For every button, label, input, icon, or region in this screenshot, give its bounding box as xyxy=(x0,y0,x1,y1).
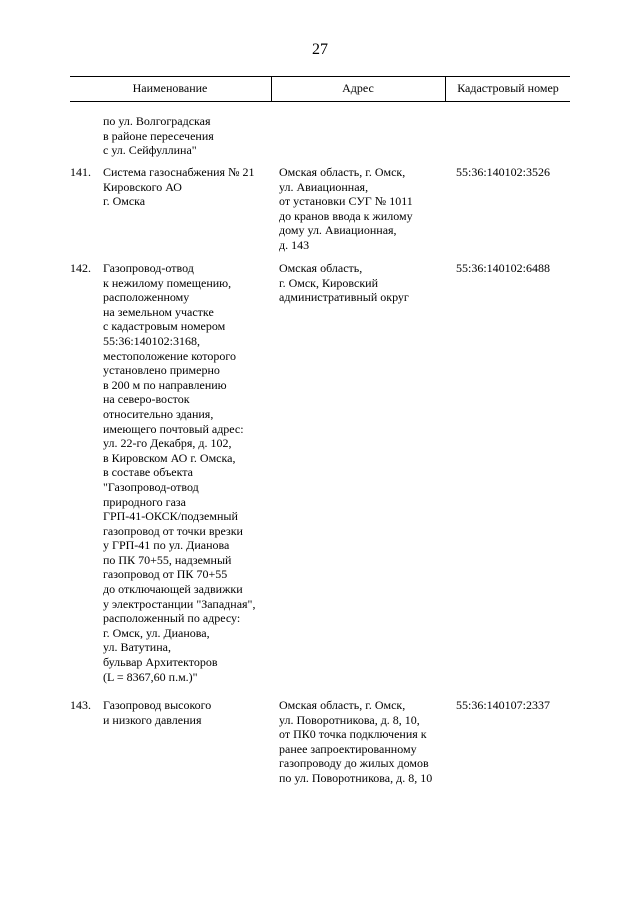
row-name: по ул. Волгоградская в районе пересечения с ул. Сейфуллина" xyxy=(103,114,214,158)
row-number: 142. xyxy=(70,261,91,275)
row-address: Омская область, г. Омск, ул. Авиационная, от установки СУГ № 1011 до кранов ввода к жилому дому ул. Авиационная, д. 143 xyxy=(279,165,413,252)
row-address: Омская область, г. Омск, ул. Поворотникова, д. 8, 10, от ПК0 точка подключения к ранее запроектированному газопроводу до жилых домов по ул. Поворотникова, д. 8, 10 xyxy=(279,698,433,785)
header-cadastral: Кадастровый номер xyxy=(457,81,559,95)
table-header xyxy=(70,76,570,102)
row-name: Газопровод-отвод к нежилому помещению, расположенному на земельном участке с кадастровым номером 55:36:140102:3168, местоположение которого установлено примерно в 200 м по направлению на северо-восток относительно здания, имеющего почтовый адрес: ул. 22-го Декабря, д. 102, в Кировском АО г. Омска, в составе объекта "Газопровод-отвод природного газа ГРП-41-ОКСК/подземный газопровод от точки врезки у ГРП-41 по ул. Дианова по ПК 70+55, надземный газопровод от ПК 70+55 до отключающей задвижки у электростанции "Западная", расположенный по адресу: г. Омск, ул. Дианова, ул. Ватутина, бульвар Архитекторов (L = 8367,60 п.м.)" xyxy=(103,261,256,684)
header-name: Наименование xyxy=(132,81,208,95)
row-number: 141. xyxy=(70,165,91,179)
row-number: 143. xyxy=(70,698,91,712)
row-address: Омская область, г. Омск, Кировский административный округ xyxy=(279,261,409,305)
row-cadastral: 55:36:140102:6488 xyxy=(456,261,551,275)
objects-table xyxy=(70,76,570,785)
row-cadastral: 55:36:140102:3526 xyxy=(456,165,551,179)
row-name: Система газоснабжения № 21 Кировского АО г. Омска xyxy=(103,165,255,209)
row-name: Газопровод высокого и низкого давления xyxy=(103,698,212,727)
row-cadastral: 55:36:140107:2337 xyxy=(456,698,551,712)
header-address: Адрес xyxy=(342,81,374,95)
page-number: 27 xyxy=(312,41,328,58)
